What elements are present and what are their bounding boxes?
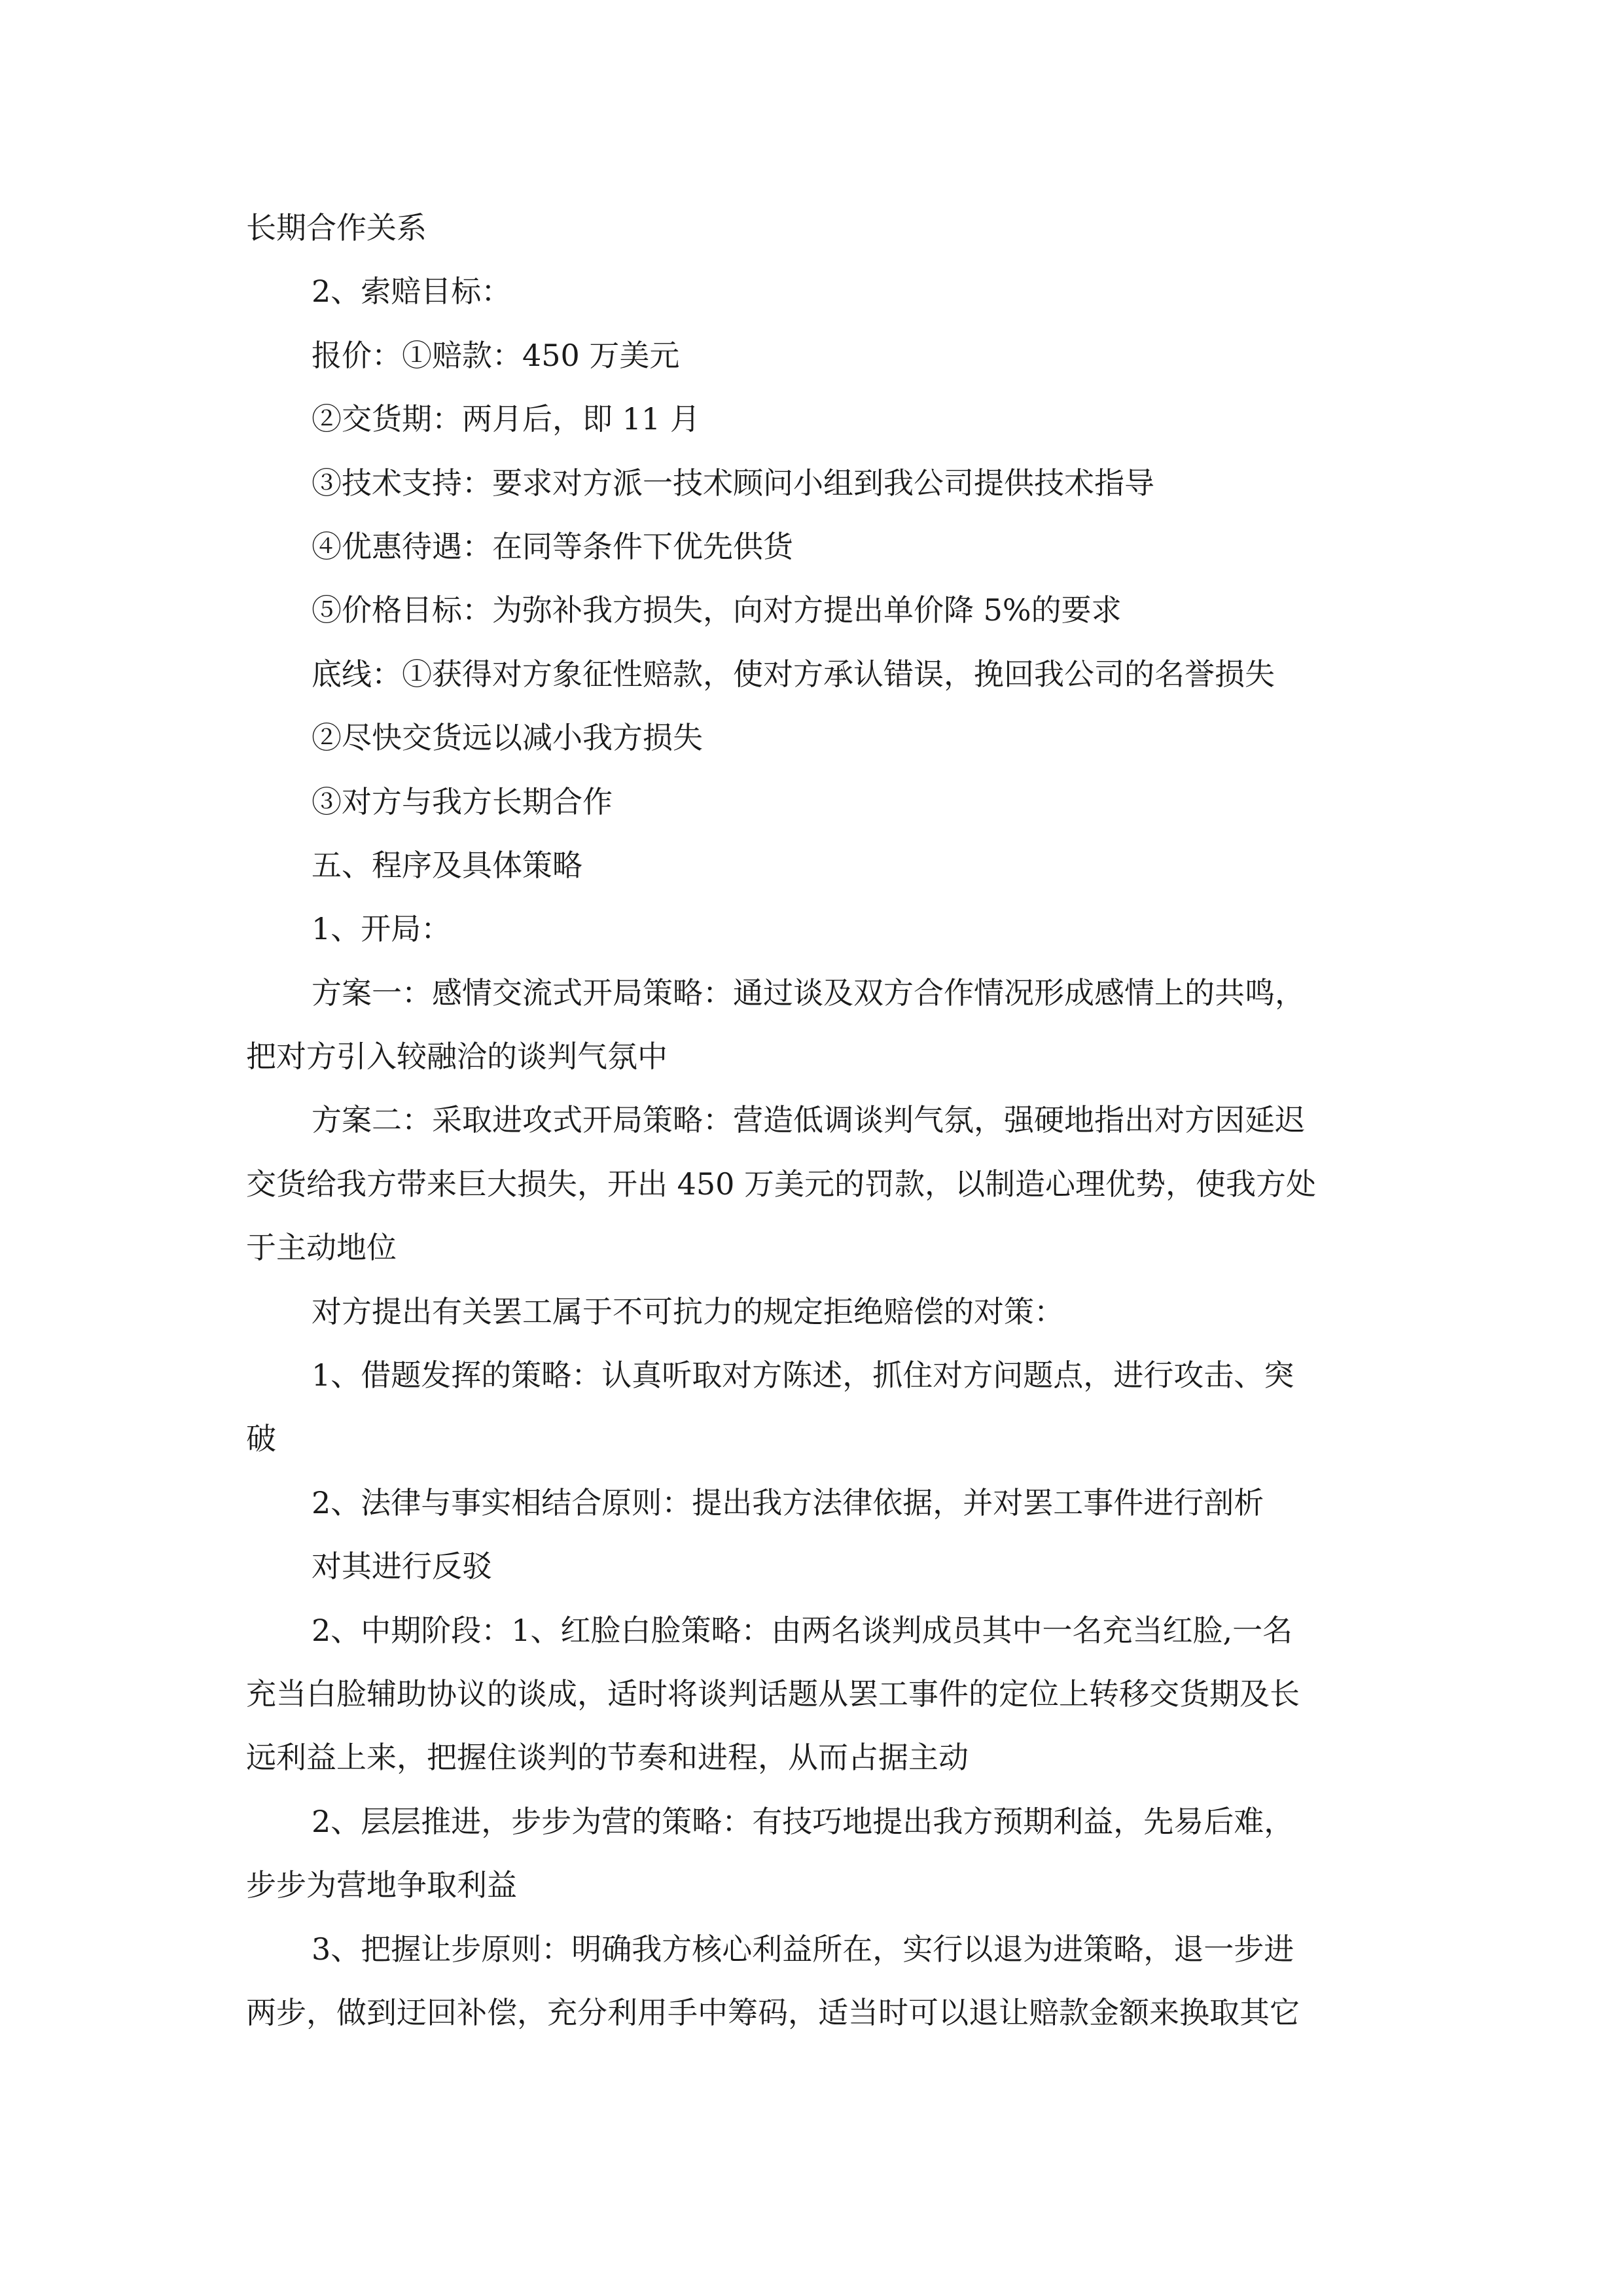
text-line: 方案一：感情交流式开局策略：通过谈及双方合作情况形成感情上的共鸣， — [312, 975, 1305, 1011]
text-line: 对方提出有关罢工属于不可抗力的规定拒绝赔偿的对策： — [312, 1293, 1064, 1329]
text-line: 2、索赔目标： — [312, 274, 512, 310]
text-line: 1、开局： — [312, 911, 452, 947]
text-line: 1、借题发挥的策略：认真听取对方陈述，抓住对方问题点，进行攻击、突 — [312, 1357, 1294, 1393]
text-line: 2、法律与事实相结合原则：提出我方法律依据，并对罢工事件进行剖析 — [312, 1484, 1264, 1520]
text-line: 于主动地位 — [246, 1230, 397, 1266]
text-line: 充当白脸辅助协议的谈成，适时将谈判话题从罢工事件的定位上转移交货期及长 — [246, 1676, 1300, 1712]
text-line: 两步，做到迂回补偿，充分利用手中筹码，适当时可以退让赔款金额来换取其它 — [246, 1994, 1300, 2030]
text-line: ②交货期：两月后，即 11 月 — [312, 401, 700, 437]
document-body — [246, 196, 1385, 2045]
text-line: 底线：①获得对方象征性赔款，使对方承认错误，挽回我公司的名誉损失 — [312, 656, 1275, 692]
text-line: 长期合作关系 — [246, 210, 427, 245]
text-line: 远利益上来，把握住谈判的节奏和进程，从而占据主动 — [246, 1740, 969, 1776]
text-line: 把对方引入较融洽的谈判气氛中 — [246, 1039, 668, 1075]
text-line: 步步为营地争取利益 — [246, 1867, 517, 1903]
text-line: ②尽快交货远以减小我方损失 — [312, 720, 703, 756]
text-line: 2、中期阶段：1、红脸白脸策略：由两名谈判成员其中一名充当红脸,一名 — [312, 1612, 1293, 1648]
text-line: ③技术支持：要求对方派一技术顾问小组到我公司提供技术指导 — [312, 465, 1154, 501]
text-line: ④优惠待遇：在同等条件下优先供货 — [312, 528, 793, 564]
text-line: 2、层层推进，步步为营的策略：有技巧地提出我方预期利益，先易后难， — [312, 1803, 1294, 1839]
text-line: 方案二：采取进攻式开局策略：营造低调谈判气氛，强硬地指出对方因延迟 — [312, 1102, 1305, 1138]
text-line: 交货给我方带来巨大损失，开出 450 万美元的罚款，以制造心理优势，使我方处 — [246, 1166, 1317, 1202]
text-line: ⑤价格目标：为弥补我方损失，向对方提出单价降 5%的要求 — [312, 592, 1122, 628]
text-line: 破 — [246, 1421, 276, 1457]
text-line: 报价：①赔款：450 万美元 — [312, 337, 680, 373]
text-line: 3、把握让步原则：明确我方核心利益所在，实行以退为进策略，退一步进 — [312, 1931, 1294, 1967]
text-line: ③对方与我方长期合作 — [312, 783, 613, 819]
section-heading: 五、程序及具体策略 — [312, 847, 582, 883]
text-line: 对其进行反驳 — [312, 1549, 492, 1585]
